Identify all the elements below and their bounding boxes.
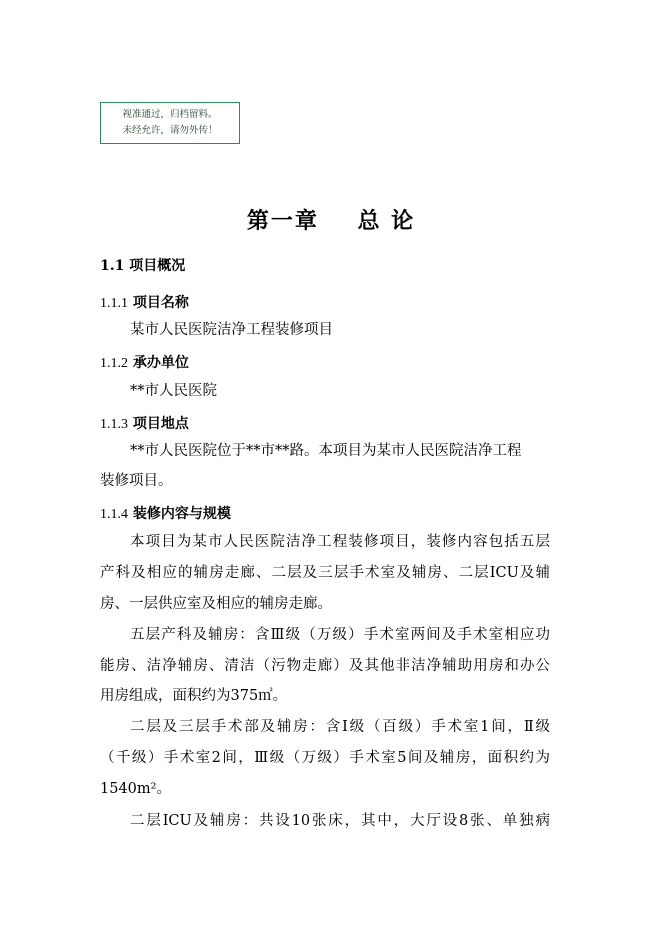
scope-para2-line1: 五层产科及辅房：含Ⅲ级（万级）手术室两间及手术室相应功: [130, 627, 550, 643]
section-number: 1.1: [100, 258, 125, 274]
organizer-text: **市人民医院: [130, 383, 217, 399]
subsection-title: 承办单位: [132, 355, 189, 371]
subsection-number: 1.1.2: [100, 356, 128, 371]
location-line-2: 装修项目。: [100, 473, 173, 489]
subsection-heading-1-1-1: [100, 292, 189, 312]
subsection-heading-1-1-4: [100, 503, 231, 523]
scope-para4-line1: 二层ICU及辅房：共设10张床，其中，大厅设8张、单独病: [130, 813, 550, 829]
scope-para1-line3: 房、一层供应室及相应的辅房走廊。: [100, 596, 332, 612]
subsection-title: 项目地点: [132, 416, 189, 432]
subsection-heading-1-1-2: [100, 352, 189, 372]
scope-para3-line1: 二层及三层手术部及辅房：含Ⅰ级（百级）手术室1间，Ⅱ级: [130, 719, 550, 735]
location-line-1: **市人民医院位于**市**路。本项目为某市人民医院洁净工程: [130, 443, 522, 459]
stamp-line-2: 未经允许，请勿外传！: [122, 125, 218, 136]
stamp-line-1: 视准通过，归档留料。: [122, 109, 218, 120]
subsection-heading-1-1-3: [100, 413, 189, 433]
approval-stamp: [100, 102, 240, 144]
scope-para2-line2: 能房、洁净辅房、清洁（污物走廊）及其他非洁净辅助用房和办公: [100, 658, 550, 674]
subsection-number: 1.1.1: [100, 296, 128, 311]
scope-para2-line3: 用房组成，面积约为375㎡。: [100, 688, 288, 704]
scope-para3-line2: （千级）手术室2间，Ⅲ级（万级）手术室5间及辅房，面积约为: [100, 750, 550, 766]
subsection-number: 1.1.4: [100, 507, 128, 522]
scope-para1-line2: 产科及相应的辅房走廊、二层及三层手术室及辅房、二层ICU及辅: [100, 565, 550, 581]
subsection-title: 项目名称: [132, 295, 189, 311]
section-heading-1-1: [100, 255, 185, 275]
scope-para1-line1: 本项目为某市人民医院洁净工程装修项目，装修内容包括五层: [130, 534, 550, 550]
subsection-number: 1.1.3: [100, 417, 128, 432]
subsection-title: 装修内容与规模: [132, 506, 231, 522]
project-name-text: 某市人民医院洁净工程装修项目: [130, 322, 333, 338]
section-title: 项目概况: [129, 258, 186, 274]
chapter-title: 第一章 总 论: [246, 208, 416, 234]
scope-para3-line3: 1540m²。: [100, 781, 171, 797]
